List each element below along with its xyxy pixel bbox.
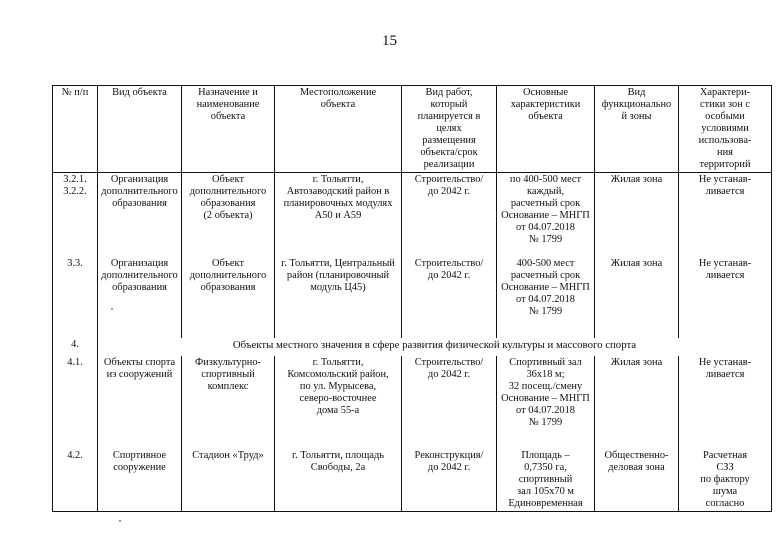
section-number: 4. xyxy=(53,338,98,356)
territorial-planning-table xyxy=(52,85,772,512)
location-cell: г. Тольятти, площадь Свободы, 2а xyxy=(275,449,402,512)
works-cell: Реконструкция/ до 2042 г. xyxy=(402,449,497,512)
table-row xyxy=(53,356,772,449)
special-zones-cell: Не устанав- ливается xyxy=(679,356,772,449)
purpose-cell: Объект дополнительного образования (2 объекта) xyxy=(182,173,275,257)
special-zones-cell: Не устанав- ливается xyxy=(679,173,772,257)
purpose-cell: Стадион «Труд» xyxy=(182,449,275,512)
column-header-location: Местоположение объекта xyxy=(275,86,402,173)
row-number: 3.2.1. 3.2.2. xyxy=(53,173,98,257)
special-zones-cell: Расчетная СЗЗ по фактору шума согласно xyxy=(679,449,772,512)
purpose-cell: Объект дополнительного образования xyxy=(182,257,275,338)
section-title: Объекты местного значения в сфере развития физической культуры и массового спорта xyxy=(98,338,772,356)
functional-zone-cell: Общественно- деловая зона xyxy=(595,449,679,512)
column-header-functional-zone: Вид функционально й зоны xyxy=(595,86,679,173)
functional-zone-cell: Жилая зона xyxy=(595,257,679,338)
characteristics-cell: 400-500 мест расчетный срок Основание – МНГП от 04.07.2018 № 1799 xyxy=(497,257,595,338)
purpose-cell: Физкультурно- спортивный комплекс xyxy=(182,356,275,449)
column-header-object-type: Вид объекта xyxy=(98,86,182,173)
functional-zone-cell: Жилая зона xyxy=(595,356,679,449)
location-cell: г. Тольятти, Автозаводский район в планировочных модулях А50 и А59 xyxy=(275,173,402,257)
table-row xyxy=(53,449,772,512)
row-number: 4.2. xyxy=(53,449,98,512)
object-type-cell: Организация дополнительного образования xyxy=(98,173,182,257)
row-number: 3.3. xyxy=(53,257,98,338)
characteristics-cell: Площадь – 0,7350 га, спортивный зал 105х70 м Единовременная xyxy=(497,449,595,512)
table-row xyxy=(53,257,772,338)
column-header-special-zones: Характери- стики зон с особыми условиями использова- ния территорий xyxy=(679,86,772,173)
column-header-purpose: Назначение и наименование объекта xyxy=(182,86,275,173)
column-header-characteristics: Основные характеристики объекта xyxy=(497,86,595,173)
location-cell: г. Тольятти, Комсомольский район, по ул. Мурысева, северо-восточнее дома 55-а xyxy=(275,356,402,449)
column-header-works: Вид работ, который планируется в целях размещения объекта/срок реализации xyxy=(402,86,497,173)
column-header-number: № п/п xyxy=(53,86,98,173)
table-header-row xyxy=(53,86,772,173)
section-heading-row xyxy=(53,338,772,356)
object-type-cell: Организация дополнительного образования xyxy=(98,257,182,338)
works-cell: Строительство/ до 2042 г. xyxy=(402,173,497,257)
works-cell: Строительство/ до 2042 г. xyxy=(402,356,497,449)
characteristics-cell: по 400-500 мест каждый, расчетный срок Основание – МНГП от 04.07.2018 № 1799 xyxy=(497,173,595,257)
scan-speck xyxy=(119,520,121,522)
location-cell: г. Тольятти, Центральный район (планировочный модуль Ц45) xyxy=(275,257,402,338)
special-zones-cell: Не устанав- ливается xyxy=(679,257,772,338)
works-cell: Строительство/ до 2042 г. xyxy=(402,257,497,338)
table-row xyxy=(53,173,772,257)
object-type-cell: Объекты спорта из сооружений xyxy=(98,356,182,449)
page-number: 15 xyxy=(382,33,397,49)
scan-speck xyxy=(111,308,113,310)
functional-zone-cell: Жилая зона xyxy=(595,173,679,257)
object-type-cell: Спортивное сооружение xyxy=(98,449,182,512)
characteristics-cell: Спортивный зал 36х18 м; 32 посещ./смену Основание – МНГП от 04.07.2018 № 1799 xyxy=(497,356,595,449)
row-number: 4.1. xyxy=(53,356,98,449)
